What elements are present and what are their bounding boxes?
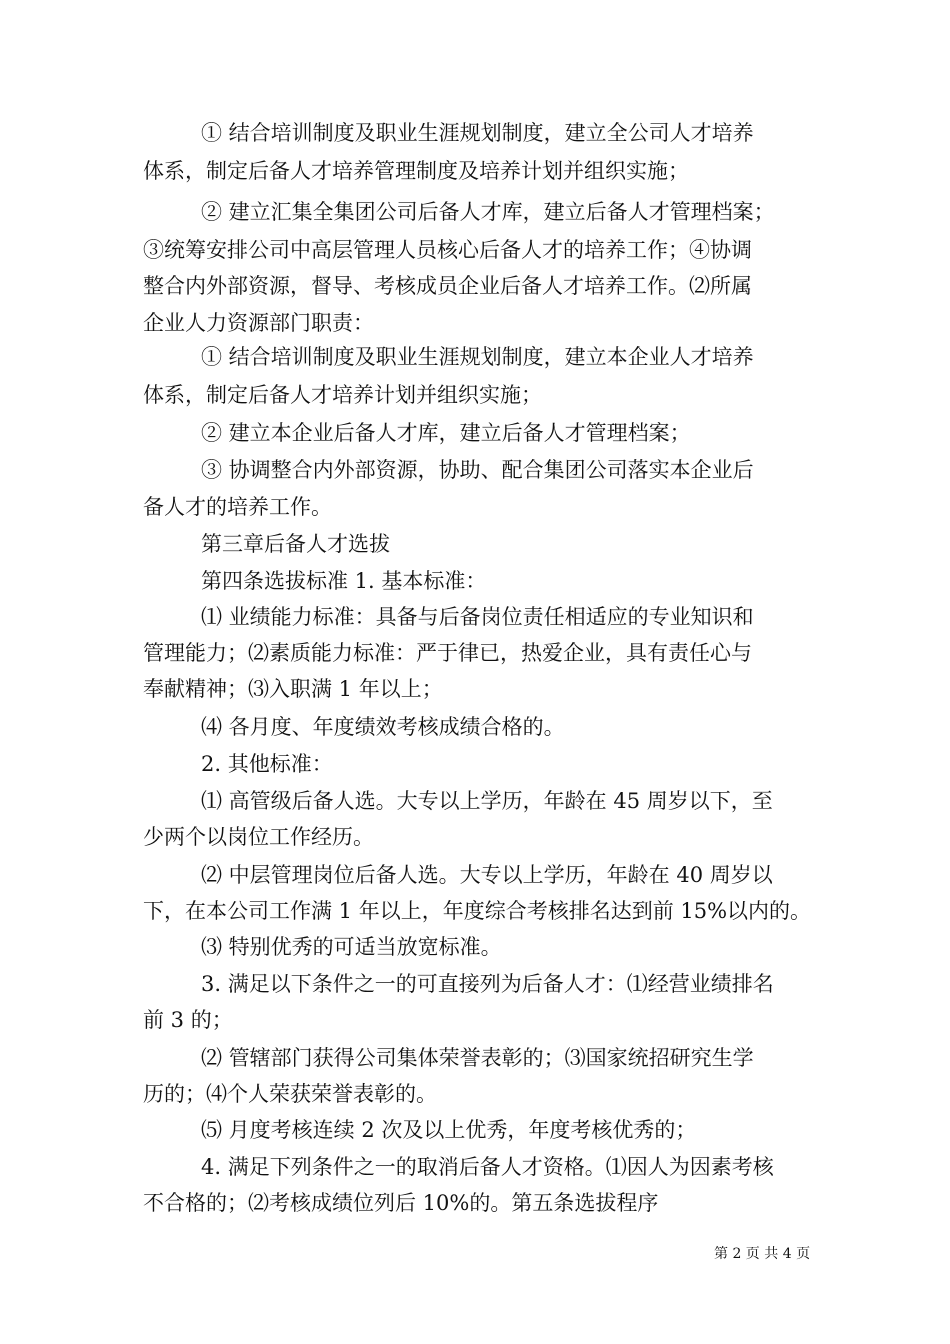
text-line: 备人才的培养工作。 (143, 495, 332, 519)
text-line: 少两个以岗位工作经历。 (143, 825, 374, 849)
text-line: 历的；⑷个人荣获荣誉表彰的。 (143, 1082, 437, 1106)
text-line: ⑷ 各月度、年度绩效考核成绩合格的。 (201, 715, 565, 739)
text-line: ⑴ 业绩能力标准：具备与后备岗位责任相适应的专业知识和 (201, 605, 754, 629)
text-line: ⑶ 特别优秀的可适当放宽标准。 (201, 935, 502, 959)
text-line: ③ 协调整合内外部资源，协助、配合集团公司落实本企业后 (201, 458, 754, 482)
text-line: 企业人力资源部门职责： (143, 311, 374, 335)
text-line: ② 建立汇集全集团公司后备人才库，建立后备人才管理档案； (201, 200, 775, 224)
text-line: ⑵ 中层管理岗位后备人选。大专以上学历，年龄在 40 周岁以 (201, 863, 773, 887)
text-line: 体系，制定后备人才培养管理制度及培养计划并组织实施； (143, 159, 689, 183)
text-line: 2. 其他标准： (201, 752, 333, 776)
text-line: 第四条选拔标准 1. 基本标准： (201, 569, 487, 593)
chapter-heading: 第三章后备人才选拔 (201, 532, 390, 556)
text-line: 体系，制定后备人才培养计划并组织实施； (143, 383, 542, 407)
text-line: ⑴ 高管级后备人选。大专以上学历，年龄在 45 周岁以下，至 (201, 789, 773, 813)
text-line: 奉献精神；⑶入职满 1 年以上； (143, 677, 443, 701)
text-line: ② 建立本企业后备人才库，建立后备人才管理档案； (201, 421, 691, 445)
text-line: ⑵ 管辖部门获得公司集体荣誉表彰的；⑶国家统招研究生学 (201, 1046, 754, 1070)
text-line: 3. 满足以下条件之一的可直接列为后备人才：⑴经营业绩排名 (201, 972, 774, 996)
text-line: ① 结合培训制度及职业生涯规划制度，建立全公司人才培养 (201, 121, 754, 145)
text-line: 前 3 的； (143, 1008, 233, 1032)
text-line: 管理能力；⑵素质能力标准：严于律已，热爱企业，具有责任心与 (143, 641, 752, 665)
text-line: 整合内外部资源，督导、考核成员企业后备人才培养工作。⑵所属 (143, 274, 752, 298)
text-line: 4. 满足下列条件之一的取消后备人才资格。⑴因人为因素考核 (201, 1155, 774, 1179)
page-number-footer: 第 2 页 共 4 页 (714, 1246, 811, 1262)
text-line: 下，在本公司工作满 1 年以上，年度综合考核排名达到前 15%以内的。 (143, 899, 812, 923)
text-line: ③统筹安排公司中高层管理人员核心后备人才的培养工作；④协调 (143, 238, 752, 262)
text-line: ⑸ 月度考核连续 2 次及以上优秀，年度考核优秀的； (201, 1118, 697, 1142)
text-line: ① 结合培训制度及职业生涯规划制度，建立本企业人才培养 (201, 345, 754, 369)
text-line: 不合格的；⑵考核成绩位列后 10%的。第五条选拔程序 (143, 1191, 659, 1215)
